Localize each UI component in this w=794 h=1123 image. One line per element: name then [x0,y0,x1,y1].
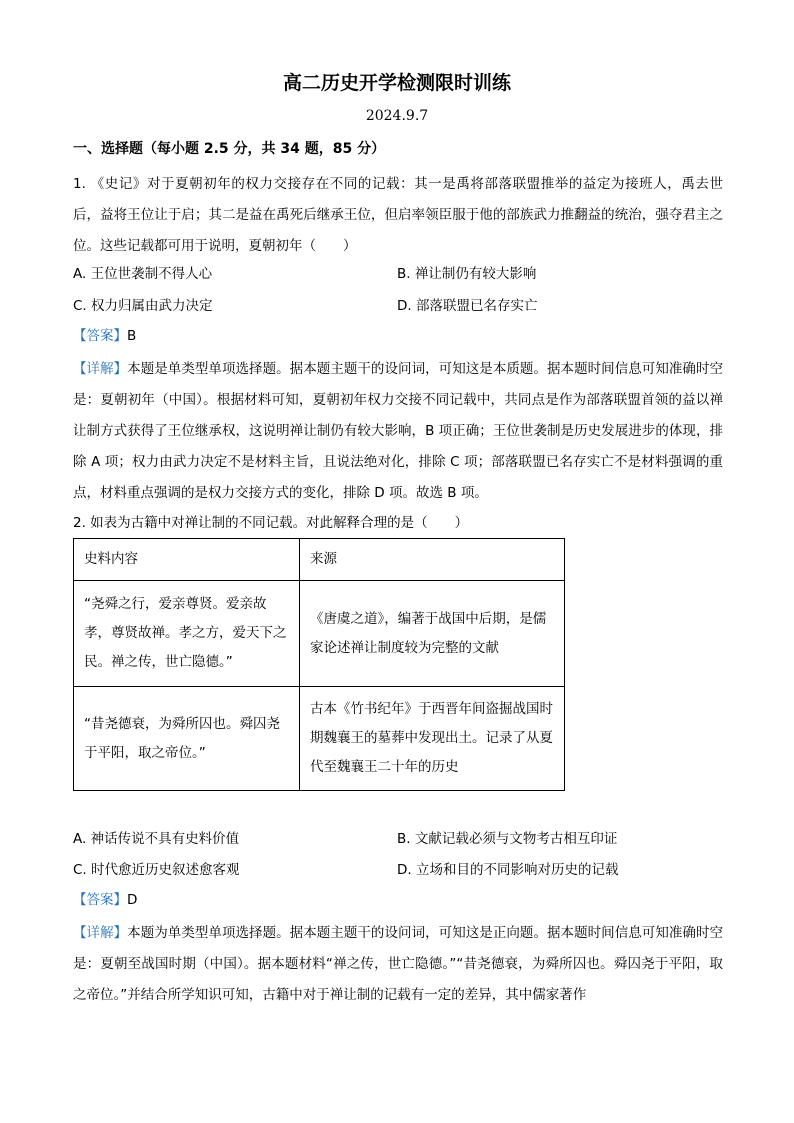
question-2-stem: 2. 如表为古籍中对禅让制的不同记载。对此解释合理的是（ ） [73,515,469,531]
q2-option-c: C. 时代愈近历史叙述愈客观 [73,862,240,878]
table-cell: 古本《竹书纪年》于西晋年间盗掘战国时期魏襄王的墓葬中发现出土。记录了从夏代至魏襄王二十年的历史 [300,687,565,791]
q2-detail [73,918,723,1011]
table-cell: “昔尧德衰，为舜所囚也。舜囚尧于平阳，取之帝位。” [74,687,300,791]
q1-option-b: B. 禅让制仍有较大影响 [397,266,537,282]
table-row [74,581,565,687]
q1-option-c: C. 权力归属由武力决定 [73,298,213,314]
question-1-stem: 1. 《史记》对于夏朝初年的权力交接存在不同的记载：其一是禹将部落联盟推举的益定为接班人，禹去世后，益将王位让于启；其二是益在禹死后继承王位，但启率领臣服于他的部族武力推翻益的统治，强夺君主之位。这些记载都可用于说明，夏朝初年（ ） [73,176,723,254]
table-cell: “尧舜之行，爱亲尊贤。爱亲故孝，尊贤故禅。孝之方，爱天下之民。禅之传，世亡隐德。” [74,581,300,687]
q1-option-d: D. 部落联盟已名存实亡 [397,298,538,314]
q1-option-a: A. 王位世袭制不得人心 [73,266,213,282]
table-cell: 《唐虞之道》，编著于战国中后期，是儒家论述禅让制度较为完整的文献 [300,581,565,687]
detail-text: 本题为单类型单项选择题。据本题主题干的设问词，可知这是正向题。据本题时间信息可知准确时空是：夏朝至战国时期（中国）。据本题材料“禅之传，世亡隐德。”“昔尧德衰，为舜所囚也。舜囚尧于平阳，取之帝位。”并结合所学知识可知，古籍中对于禅让制的记载有一定的差异，其中儒家著作 [73,925,724,1003]
exam-date: 2024.9.7 [365,108,429,124]
answer-value: B [127,328,137,344]
q2-answer [73,890,137,910]
detail-tag: 【详解】 [73,925,128,941]
detail-tag: 【详解】 [73,361,128,377]
q2-option-a: A. 神话传说不具有史料价值 [73,831,240,847]
source-table [73,538,565,791]
q1-answer [73,326,136,346]
table-header-row [74,539,565,581]
q1-detail [73,354,723,509]
page-title: 高二历史开学检测限时训练 [282,72,511,94]
answer-value: D [127,892,138,908]
answer-tag: 【答案】 [73,892,127,908]
detail-text: 本题是单类型单项选择题。据本题主题干的设问词，可知这是本质题。据本题时间信息可知准确时空是：夏朝初年（中国）。根据材料可知，夏朝初年权力交接不同记载中，共同点是作为部落联盟首领的益以禅让制方式获得了王位继承权，这说明禅让制仍有较大影响，B 项正确；王位世袭制是历史发展进步的体现，排除 A 项；权力由武力决定不是材料主旨，且说法绝对化，排除 C 项；部落联盟已名存实亡不是材料强调的重点，材料重点强调的是权力交接方式的变化，排除 D 项。故选 B 项。 [73,361,724,501]
answer-tag: 【答案】 [73,328,127,344]
q2-option-d: D. 立场和目的不同影响对历史的记载 [397,862,619,878]
table-header-cell: 史料内容 [74,539,300,581]
section-heading: 一、选择题（每小题 2.5 分，共 34 题，85 分） [73,141,386,157]
table-row [74,687,565,791]
q2-option-b: B. 文献记载必须与文物考古相互印证 [397,831,618,847]
table-header-cell: 来源 [300,539,565,581]
